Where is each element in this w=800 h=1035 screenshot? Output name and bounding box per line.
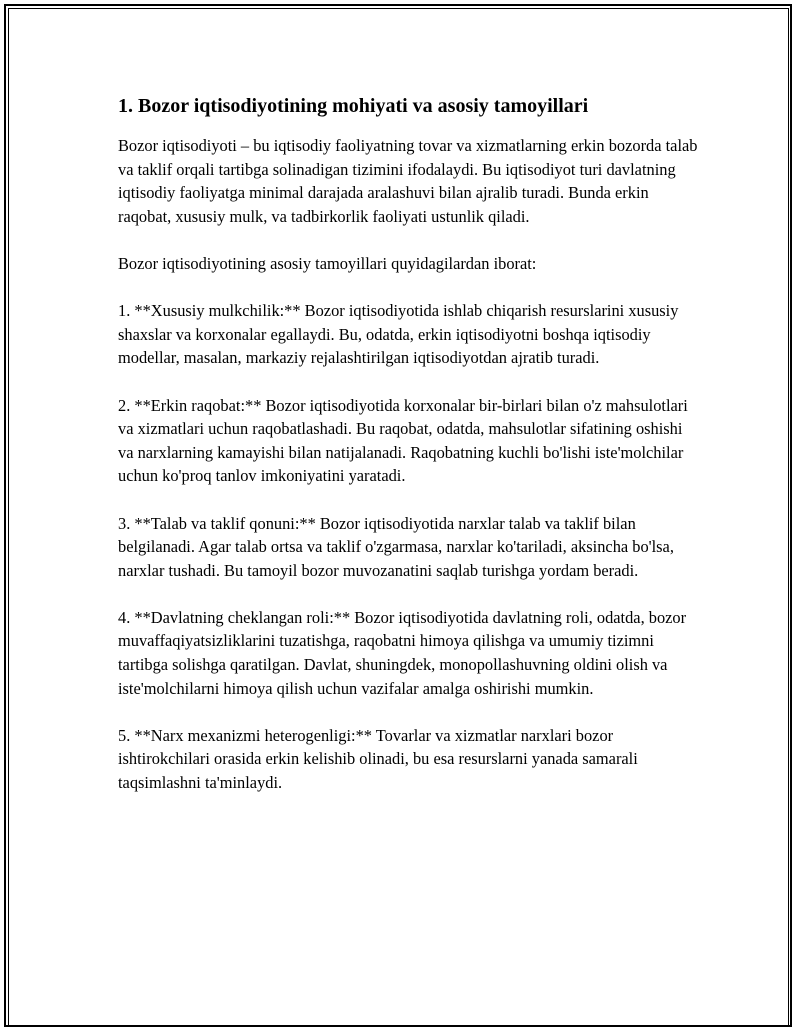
principle-5-paragraph: 5. **Narx mexanizmi heterogenligi:** Tovarlar va xizmatlar narxlari bozor ishtirokchilari orasida erkin kelishib olinadi, bu esa resurslarni yanada samarali taqsimlashni ta'minlaydi. [118,725,638,793]
principle-2-paragraph: 2. **Erkin raqobat:** Bozor iqtisodiyotida korxonalar bir-birlari bilan o'z mahsulotlari va xizmatlari uchun raqobatlashadi. Bu raqobat, odatda, mahsulotlar sifatining oshishi va narxlarning kamayishi bilan natijalanadi. Raqobatning kuchli bo'lishi iste'molchilar uchun ko'proq tanlov imkoniyatini yaratadi. [118,395,688,486]
principle-1-paragraph: 1. **Xususiy mulkchilik:** Bozor iqtisodiyotida ishlab chiqarish resurslarini xususiy shaxslar va korxonalar egallaydi. Bu, odatda, erkin iqtisodiyotni boshqa iqtisodiy modellar, masalan, markaziy rejalashtirilgan iqtisodiyotdan ajratib turadi. [118,301,679,368]
principles-lead-paragraph: Bozor iqtisodiyotining asosiy tamoyillari quyidagilardan iborat: [118,253,537,273]
intro-paragraph: Bozor iqtisodiyoti – bu iqtisodiy faoliyatning tovar va xizmatlarning erkin bozorda talab va taklif orqali tartibga solinadigan tizimini ifodalaydi. Bu iqtisodiyot turi davlatning iqtisodiy faoliyatga minimal darajada aralashuvi bilan ajralib turadi. Bunda erkin raqobat, xususiy mulk, va tadbirkorlik faoliyati ustunlik qiladi. [118,136,698,226]
document-body [118,92,698,818]
document-title: 1. Bozor iqtisodiyotining mohiyati va asosiy tamoyillari [118,95,589,117]
principle-4-paragraph: 4. **Davlatning cheklangan roli:** Bozor iqtisodiyotida davlatning roli, odatda, bozor muvaffaqiyatsizliklarini tuzatishga, raqobatni himoya qilishga va umumiy tizimni tartibga solishga qaratilgan. Davlat, shuningdek, monopollashuvning oldini olish va iste'molchilarni himoya qilish uchun vazifalar amalga oshirishi mumkin. [118,607,687,698]
principle-3-paragraph: 3. **Talab va taklif qonuni:** Bozor iqtisodiyotida narxlar talab va taklif bilan belgilanadi. Agar talab ortsa va taklif o'zgarmasa, narxlar ko'tariladi, aksincha bo'lsa, narxlar tushadi. Bu tamoyil bozor muvozanatini saqlab turishga yordam beradi. [118,513,674,580]
